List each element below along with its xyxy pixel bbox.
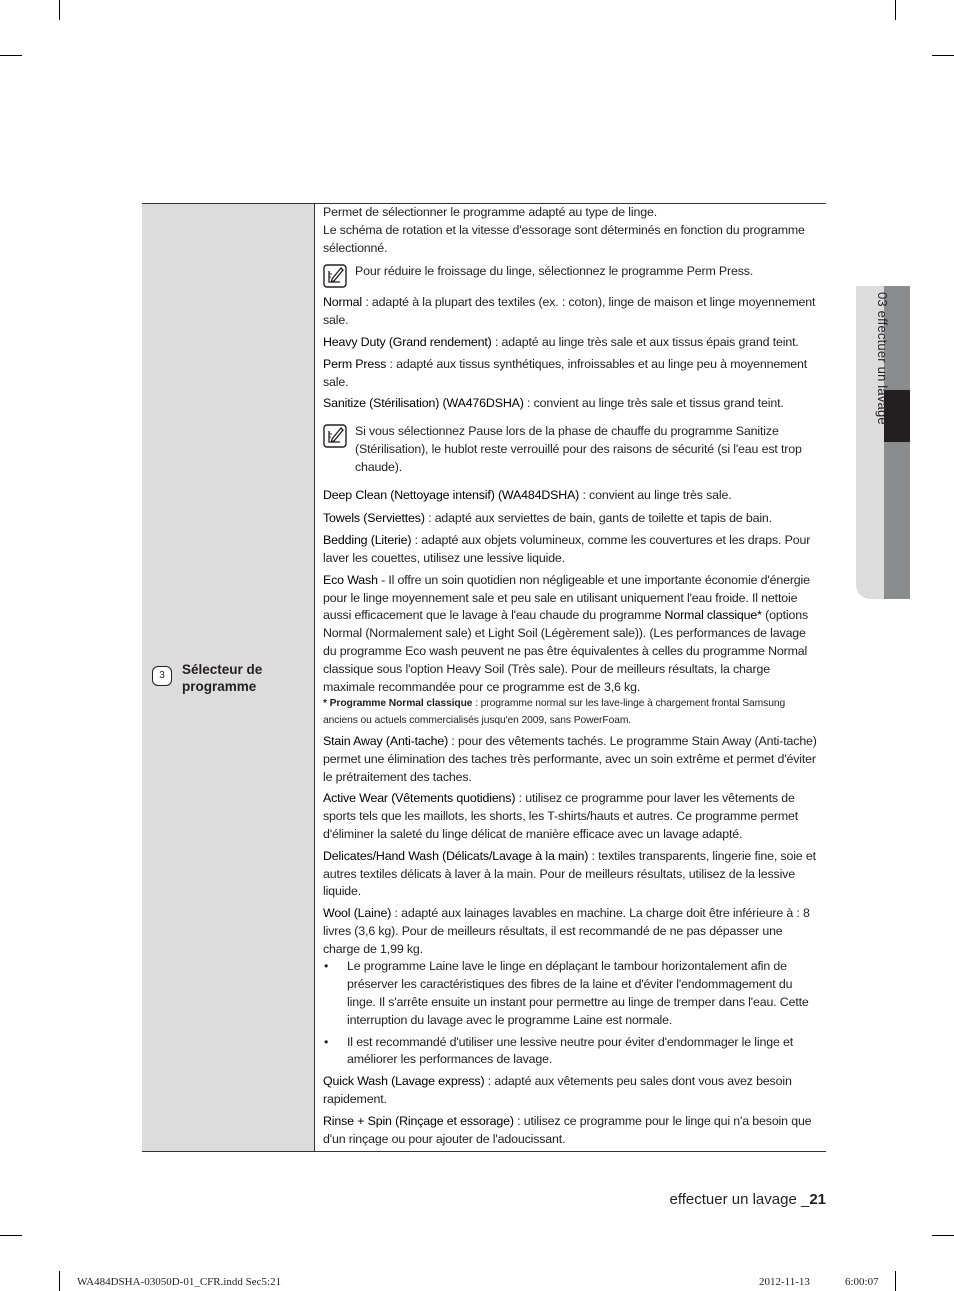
intro-line: Permet de sélectionner le programme adapté au type de linge. [323,205,658,219]
slug-date: 2012-11-13 [759,1276,810,1288]
note-pencil-icon [323,264,347,288]
program-rinse-spin [323,1113,821,1149]
program-delicates [323,848,821,901]
program-towels [323,510,821,528]
item-number-badge: 3 [152,666,172,686]
note-text: Si vous sélectionnez Pause lors de la phase de chauffe du programme Sanitize (Stérilisation), le hublot reste verrouillé pour des raisons de sécurité (si l'eau est trop chaude). [355,424,802,474]
program-title: Perm Press [323,356,387,371]
crop-mark [895,0,896,20]
crop-mark [59,0,60,20]
program-active-wear [323,790,821,843]
bullet-text: Il est recommandé d'utiliser une lessive neutre pour éviter d'endommager le linge et améliorer les performances de lavage. [347,1034,794,1067]
program-normal [323,294,821,330]
program-title: Bedding (Literie) [323,533,412,548]
program-desc: : adapté aux serviettes de bain, gants de toilette et tapis de bain. [424,511,772,526]
program-deep-clean [323,487,821,505]
slug-time: 6:00:07 [845,1276,879,1288]
description-column [323,204,821,1148]
bullet-text: Le programme Laine lave le linge en déplaçant le tambour horizontalement afin de préserver les caractéristiques des fibres de la laine et d'éviter l'endommagement du linge. Il s'arrête ensuite un instant pour permettre au linge de tremper dans l'eau. Cette interruption du lavage avec le programme Laine est normale. [347,959,809,1027]
program-desc: : adapté aux tissus synthétiques, infroissables et au linge peu à moyennement sale. [323,356,808,389]
chapter-side-label: 03 effectuer un lavage [875,292,890,425]
note-box [323,423,821,476]
program-title: Stain Away (Anti-tache) [323,733,449,748]
program-desc: (options Normal (Normalement sale) et Light Soil (Légèrement sale)). (Les performances de lavage du programme Eco wash peuvent ne pas être équivalentes à celles du programme Normal classique sous l'option Heavy Soil (Très sale). Pour de meilleurs résultats, la charge maximale recommandée pour ce programme est de 3,6 kg. [323,608,809,694]
crop-mark [932,1235,954,1236]
program-desc: : textiles transparents, lingerie fine, soie et autres textiles délicats à laver à la main. Pour de meilleurs résultats, utilisez de la lessive liquide. [323,848,816,899]
crop-mark [59,1271,60,1291]
crop-mark [0,55,22,56]
program-title: Rinse + Spin (Rinçage et essorage) [323,1113,514,1128]
footer-section: effectuer un lavage _ [669,1191,810,1208]
program-title: Heavy Duty (Grand rendement) [323,334,492,349]
page-number: 21 [809,1191,826,1208]
program-desc: - Il offre un soin quotidien non négligeable et une importante économie d'énergie pour le linge moyennement sale et peu sale en utilisant uniquement l'eau froide. Il nettoie aussi efficacement que le lavage à l'eau chaude du programme [323,572,810,623]
program-desc: : utilisez ce programme pour laver les vêtements de sports tels que les maillots, les shorts, les T-shirts/hauts et autres. Ce programme permet d'éliminer la saleté du linge délicat de manière efficace avec un lavage adapté. [323,791,799,841]
program-quick-wash [323,1073,821,1109]
program-eco-wash [323,572,821,697]
program-stain-away [323,733,821,786]
program-title: Eco Wash [323,572,378,587]
footnote-text: : programme normal sur les lave-linge à chargement frontal Samsung anciens ou actuels commercialisés jusqu'en 2009, sans PowerFoam. [323,698,786,726]
program-wool [323,905,821,958]
program-desc: : adapté aux lainages lavables en machine. La charge doit être inférieure à : 8 livres (3,6 kg). Pour de meilleurs résultats, il est recommandé de ne pas dépasser une charge de 1,99 kg. [323,906,810,956]
program-desc-bold: Normal classique* [664,608,762,623]
row-label-text: Sélecteur de programme [182,662,263,694]
note-pencil-icon [323,424,347,448]
program-desc: : adapté à la plupart des textiles (ex. : coton), linge de maison et linge moyennement sale. [323,295,816,328]
program-desc: : convient au linge très sale. [579,487,732,502]
slug-file: WA484DSHA-03050D-01_CFR.indd Sec5:21 [77,1276,282,1288]
program-title: Wool (Laine) [323,906,392,921]
bullet-dot: • [324,959,329,974]
program-title: Active Wear (Vêtements quotidiens) [323,791,516,806]
intro-line: Le schéma de rotation et la vitesse d'essorage sont déterminés en fonction du programme sélectionné. [323,222,805,255]
program-title: Sanitize (Stérilisation) (WA476DSHA) [323,396,524,411]
program-desc: : adapté au linge très sale et aux tissus épais grand teint. [491,334,799,349]
program-title: Deep Clean (Nettoyage intensif) (WA484DSHA) [323,487,580,502]
bullet-item [323,958,821,1029]
program-bedding [323,532,821,568]
row-label [152,661,302,695]
program-desc: : utilisez ce programme pour le linge qui n'a besoin que d'un rinçage ou pour ajouter de l'adoucissant. [323,1113,812,1146]
program-title: Towels (Serviettes) [323,511,425,526]
footnote [323,696,821,729]
program-desc: : adapté aux vêtements peu sales dont vous avez besoin rapidement. [323,1074,792,1107]
program-sanitize [323,395,821,413]
program-desc: : convient au linge très sale et tissus grand teint. [523,396,784,411]
note-text: Pour réduire le froissage du linge, sélectionnez le programme Perm Press. [355,264,754,279]
program-title: Quick Wash (Lavage express) [323,1074,485,1089]
program-desc: : adapté aux objets volumineux, comme les couvertures et les draps. Pour laver les couettes, utilisez une lessive liquide. [323,533,811,565]
program-title: Delicates/Hand Wash (Délicats/Lavage à la main) [323,848,589,863]
crop-mark [895,1271,896,1291]
note-box [323,263,821,288]
program-perm [323,356,821,392]
footnote-title: * Programme Normal classique [323,698,473,710]
page-footer [669,1191,826,1208]
crop-mark [932,55,954,56]
crop-mark [0,1235,22,1236]
bullet-dot: • [324,1034,329,1049]
bullet-item [323,1034,821,1070]
program-title: Normal [323,295,363,310]
program-desc: : pour des vêtements tachés. Le programme Stain Away (Anti-tache) permet une élimination des taches très performante, avec un soin extrême et permet d'éviter le prétraitement des taches. [323,733,817,784]
label-column [142,204,315,1151]
program-table [142,203,826,1152]
program-heavy [323,334,821,352]
